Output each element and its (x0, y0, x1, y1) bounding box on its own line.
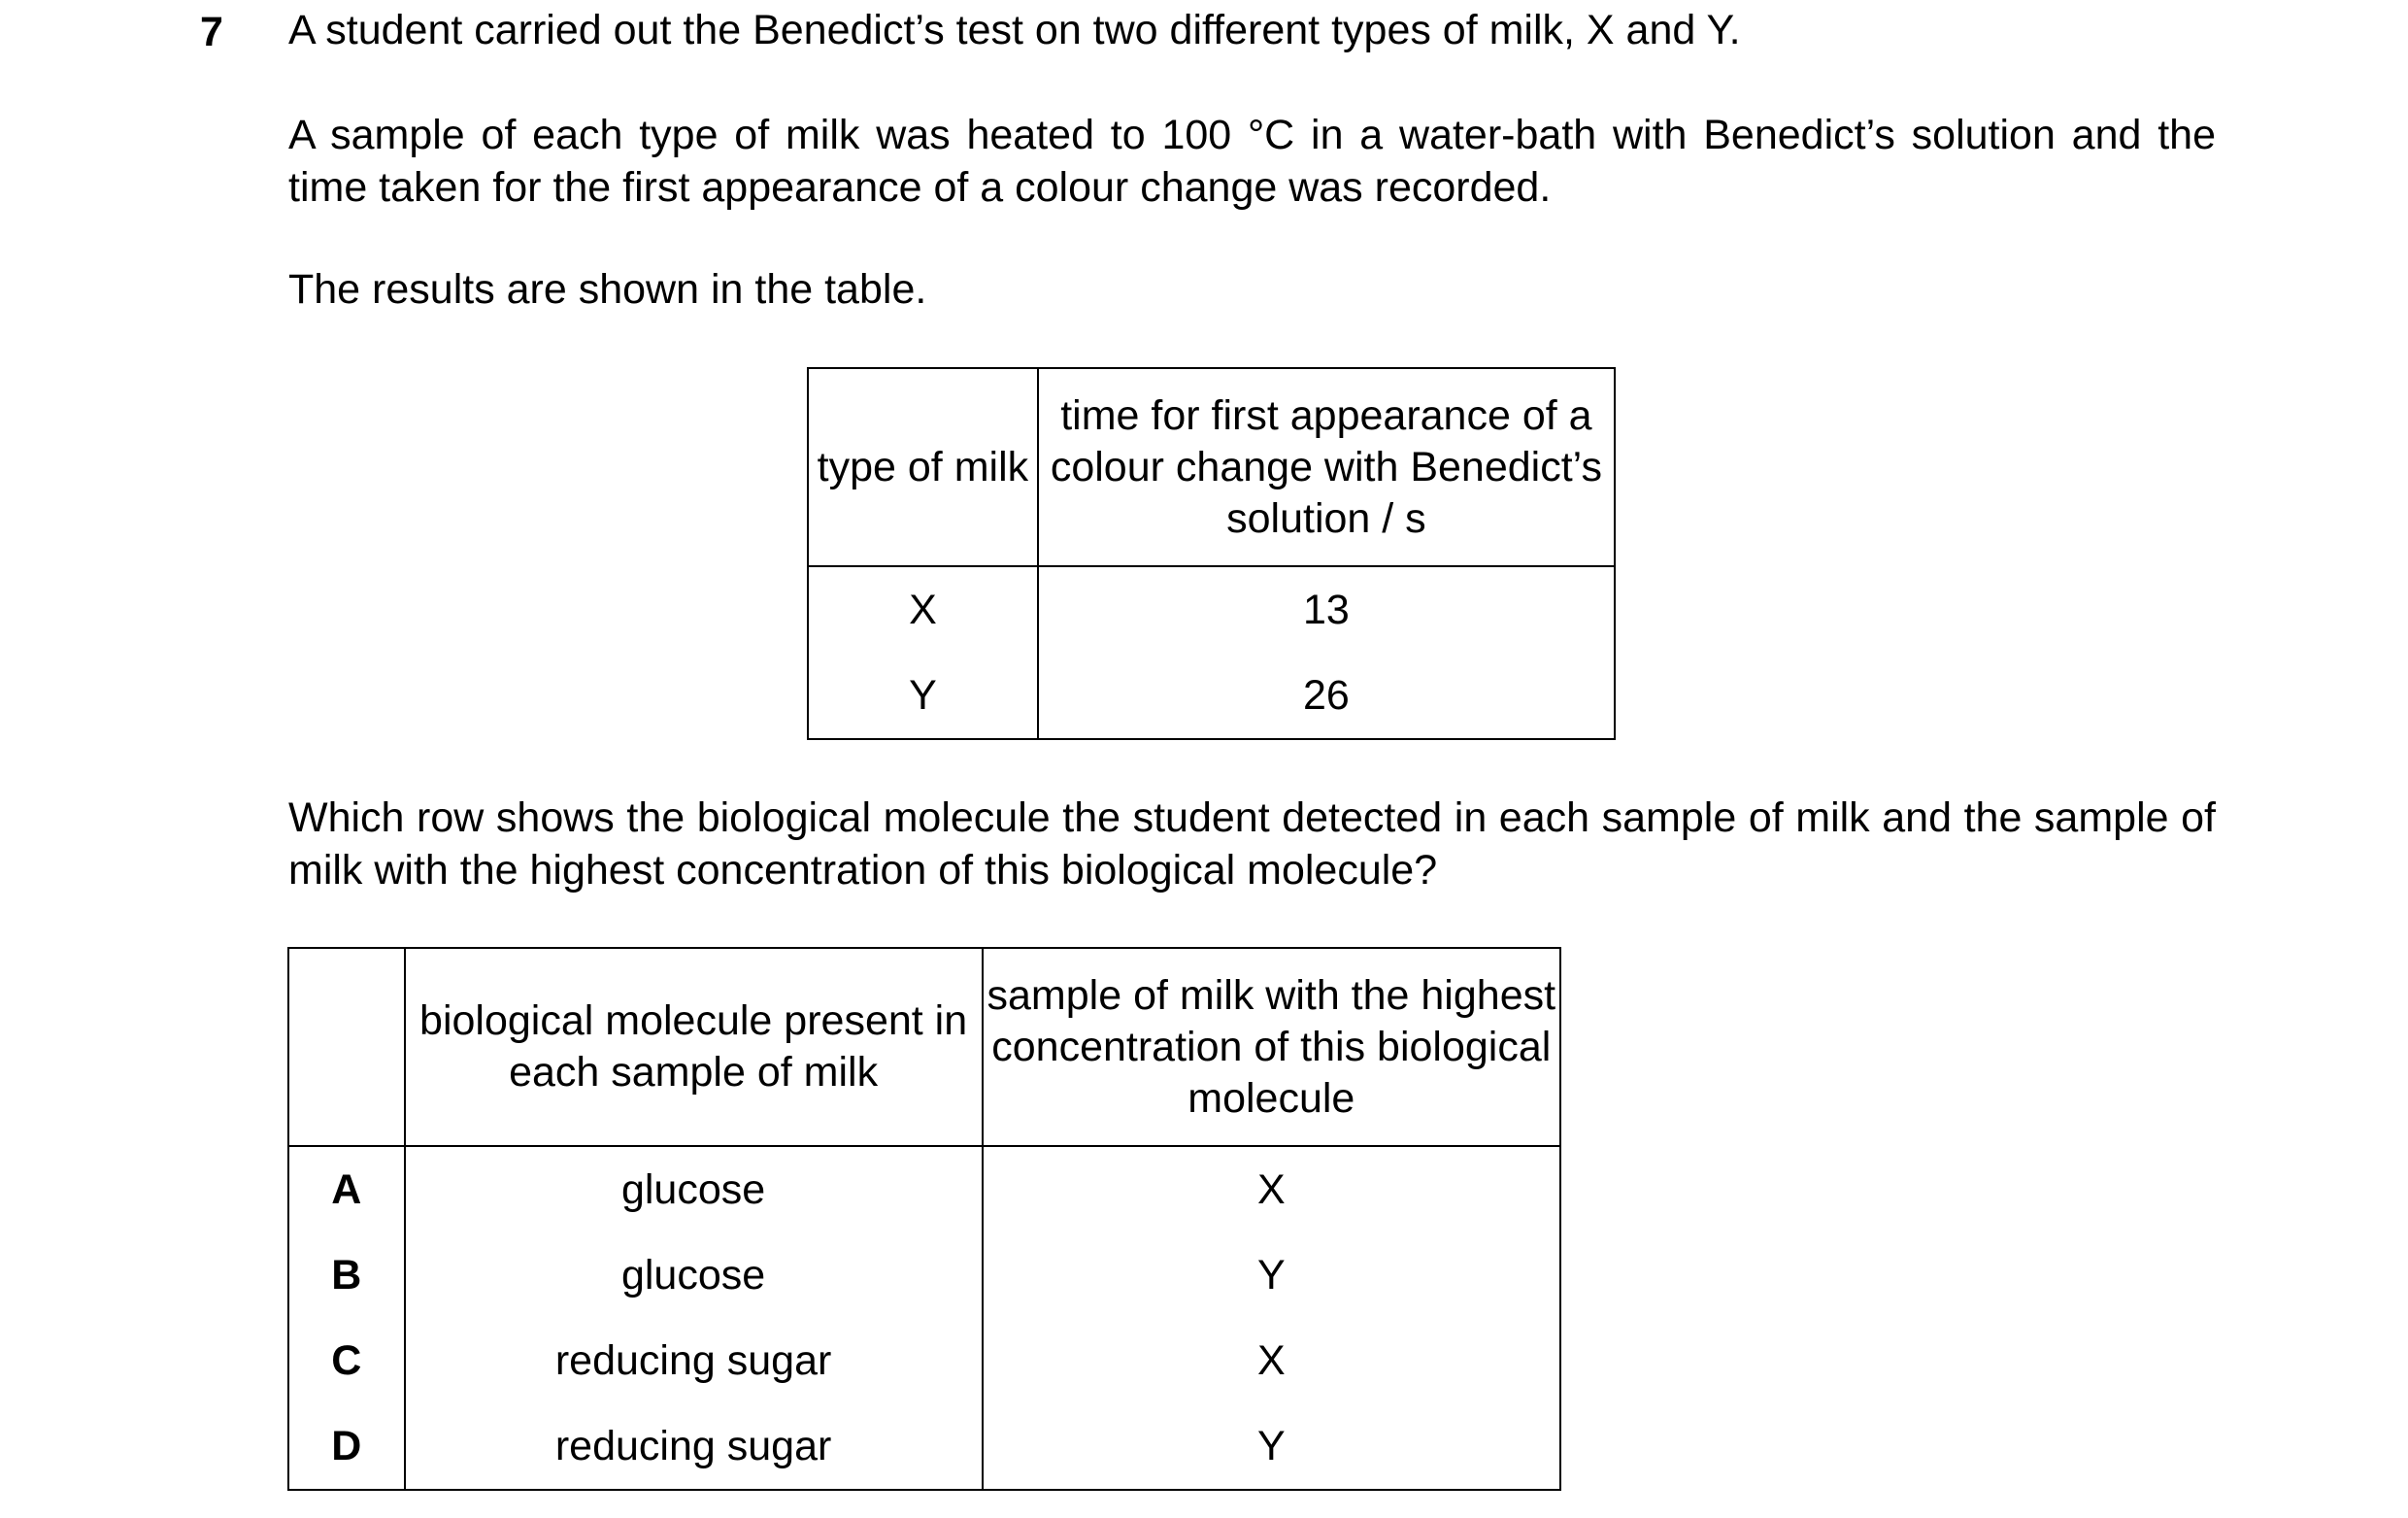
question-method: A sample of each type of milk was heated to 100 °C in a water-bath with Benedict’s solution and the time taken for the first appearance of a colour change was recorded. (288, 112, 2216, 211)
sample-cell: Y (1256, 1423, 1286, 1469)
question-prompt: Which row shows the biological molecule the student detected in each sample of milk and the sample of milk with the highest concentration of this biological molecule? (288, 794, 2216, 894)
letter-column (288, 1146, 405, 1490)
options-table-header (288, 948, 1560, 1146)
results-table-header (808, 368, 1615, 566)
milk-cell: X (909, 587, 937, 633)
results-table-body (808, 566, 1615, 739)
options-table (287, 947, 1561, 1491)
sample-cell: Y (1256, 1252, 1286, 1299)
time-column (1038, 566, 1615, 739)
time-cell: 13 (1302, 587, 1350, 633)
molecule-column (405, 1146, 983, 1490)
header-molecule: biological molecule present in each sample of milk (405, 948, 983, 1146)
time-cell: 26 (1302, 672, 1350, 719)
sample-column (983, 1146, 1560, 1490)
question-intro: A student carried out the Benedict’s test on two different types of milk, X and Y. (288, 7, 1741, 53)
header-type-of-milk: type of milk (808, 368, 1038, 566)
molecule-cell: reducing sugar (554, 1423, 832, 1469)
molecule-cell: glucose (620, 1166, 766, 1213)
molecule-cell: reducing sugar (554, 1337, 832, 1384)
option-letter-d[interactable]: D (331, 1423, 362, 1469)
option-letter-a[interactable]: A (331, 1166, 362, 1213)
sample-cell: X (1256, 1166, 1286, 1213)
options-table-body (288, 1146, 1560, 1490)
milk-cell: Y (909, 672, 937, 719)
molecule-cell: glucose (620, 1252, 766, 1299)
option-letter-c[interactable]: C (331, 1337, 362, 1384)
header-time: time for first appearance of a colour change with Benedict’s solution / s (1038, 368, 1615, 566)
milk-column (808, 566, 1038, 739)
sample-cell: X (1256, 1337, 1286, 1384)
results-intro: The results are shown in the table. (288, 266, 927, 313)
header-sample: sample of milk with the highest concentration of this biological molecule (983, 948, 1560, 1146)
option-letter-b[interactable]: B (331, 1252, 362, 1299)
results-table (807, 367, 1616, 740)
header-blank (288, 948, 405, 1146)
question-number: 7 (200, 9, 223, 55)
